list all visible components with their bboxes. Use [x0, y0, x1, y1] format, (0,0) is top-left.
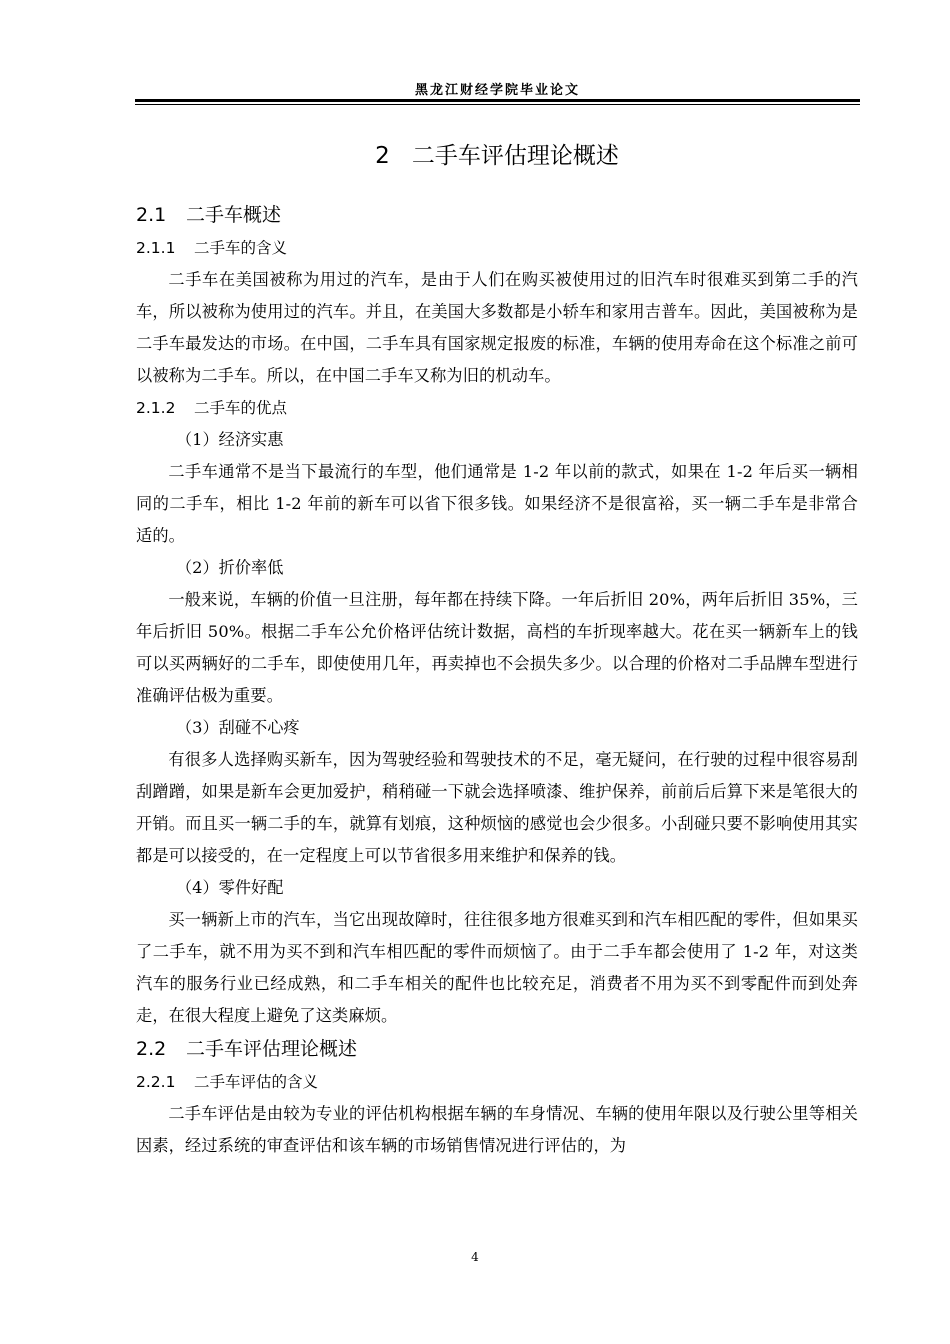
subsection-heading-2-1-1: [136, 232, 858, 264]
section-heading-2-1: [136, 198, 858, 232]
subsection-title: 二手车评估的含义: [194, 1073, 319, 1091]
section-title: 二手车评估理论概述: [186, 1038, 358, 1060]
paragraph-economical: 二手车通常不是当下最流行的车型，他们通常是 1-2 年以前的款式，如果在 1-2 年后买一辆相同的二手车，相比 1-2 年前的新车可以省下很多钱。如果经济不是很富裕，买一辆二手车是非常合适的。: [136, 462, 858, 545]
paragraph-scratch-tolerance: 有很多人选择购买新车，因为驾驶经验和驾驶技术的不足，毫无疑问，在行驶的过程中很容易刮刮蹭蹭，如果是新车会更加爱护，稍稍碰一下就会选择喷漆、维护保养，前前后后算下来是笔很大的开销。而且买一辆二手的车，就算有划痕，这种烦恼的感觉也会少很多。小刮碰只要不影响使用其实都是可以接受的，在一定程度上可以节省很多用来维护和保养的钱。: [136, 750, 858, 865]
list-item-low-depreciation: （2）折价率低: [176, 558, 284, 577]
subsection-number: 2.1.1: [136, 239, 176, 257]
list-item-scratch-tolerance: （3）刮碰不心疼: [176, 718, 300, 737]
section-number: 2.2: [136, 1038, 167, 1060]
list-item-parts-availability: （4）零件好配: [176, 878, 284, 897]
paragraph-evaluation-definition: 二手车评估是由较为专业的评估机构根据车辆的车身情况、车辆的使用年限以及行驶公里等相关因素，经过系统的审查评估和该车辆的市场销售情况进行评估的，为: [136, 1104, 858, 1155]
chapter-number: 2: [375, 143, 390, 169]
subsection-number: 2.1.2: [136, 399, 176, 417]
list-item-economical: （1）经济实惠: [176, 430, 284, 449]
running-header: 黑龙江财经学院毕业论文: [414, 83, 580, 98]
subsection-title: 二手车的优点: [194, 399, 288, 417]
chapter-title: [136, 136, 858, 176]
subsection-heading-2-1-2: [136, 392, 858, 424]
section-title: 二手车概述: [186, 204, 282, 226]
chapter-title-text: 二手车评估理论概述: [411, 143, 619, 169]
paragraph-used-car-definition: 二手车在美国被称为用过的汽车，是由于人们在购买被使用过的旧汽车时很难买到第二手的汽车，所以被称为使用过的汽车。并且，在美国大多数都是小轿车和家用吉普车。因此，美国被称为是二手车最发达的市场。在中国，二手车具有国家规定报废的标准，车辆的使用寿命在这个标准之前可以被称为二手车。所以，在中国二手车又称为旧的机动车。: [136, 270, 858, 385]
subsection-title: 二手车的含义: [194, 239, 288, 257]
paragraph-low-depreciation: 一般来说，车辆的价值一旦注册，每年都在持续下降。一年后折旧 20%，两年后折旧 35%，三年后折旧 50%。根据二手车公允价格评估统计数据，高档的车折现率越大。花在买一辆新车上的钱可以买两辆好的二手车，即使使用几年，再卖掉也不会损失多少。以合理的价格对二手品牌车型进行准确评估极为重要。: [136, 590, 858, 705]
subsection-heading-2-2-1: [136, 1066, 858, 1098]
header-rule-thick: [135, 99, 860, 102]
page-number: 4: [471, 1250, 479, 1264]
page-content: [136, 136, 858, 1162]
section-number: 2.1: [136, 204, 167, 226]
section-heading-2-2: [136, 1032, 858, 1066]
paragraph-parts-availability: 买一辆新上市的汽车，当它出现故障时，往往很多地方很难买到和汽车相匹配的零件，但如果买了二手车，就不用为买不到和汽车相匹配的零件而烦恼了。由于二手车都会使用了 1-2 年，对这类汽车的服务行业已经成熟，和二手车相关的配件也比较充足，消费者不用为买不到零配件而到处奔走，在很大程度上避免了这类麻烦。: [136, 910, 858, 1025]
header-rule-thin: [135, 104, 860, 105]
subsection-number: 2.2.1: [136, 1073, 176, 1091]
